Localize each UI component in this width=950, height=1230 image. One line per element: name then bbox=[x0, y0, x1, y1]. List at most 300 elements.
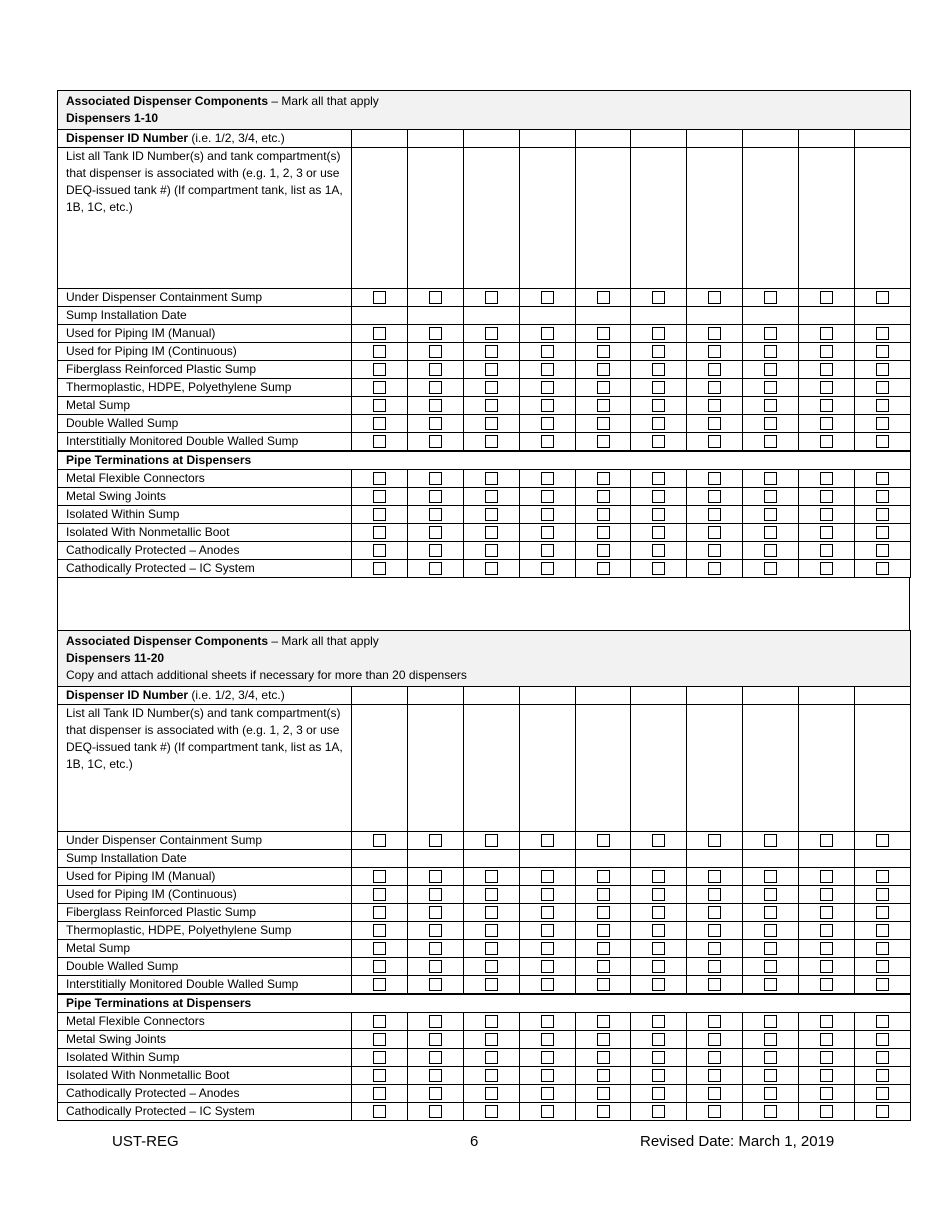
checkbox[interactable] bbox=[708, 399, 721, 412]
dispenser-cell[interactable] bbox=[407, 343, 463, 361]
dispenser-cell[interactable] bbox=[463, 470, 519, 488]
entry-cell[interactable] bbox=[743, 130, 799, 148]
checkbox[interactable] bbox=[541, 472, 554, 485]
dispenser-cell[interactable] bbox=[687, 361, 743, 379]
checkbox[interactable] bbox=[764, 508, 777, 521]
checkbox[interactable] bbox=[652, 1033, 665, 1046]
checkbox[interactable] bbox=[373, 399, 386, 412]
checkbox[interactable] bbox=[485, 291, 498, 304]
dispenser-cell[interactable] bbox=[575, 433, 631, 452]
checkbox[interactable] bbox=[485, 870, 498, 883]
dispenser-cell[interactable] bbox=[855, 1067, 911, 1085]
dispenser-cell[interactable] bbox=[743, 1049, 799, 1067]
dispenser-cell[interactable] bbox=[743, 343, 799, 361]
dispenser-cell[interactable] bbox=[743, 904, 799, 922]
entry-cell[interactable] bbox=[519, 307, 575, 325]
checkbox[interactable] bbox=[541, 1105, 554, 1118]
dispenser-cell[interactable] bbox=[352, 397, 408, 415]
checkbox[interactable] bbox=[541, 888, 554, 901]
dispenser-cell[interactable] bbox=[407, 922, 463, 940]
checkbox[interactable] bbox=[652, 942, 665, 955]
entry-cell[interactable] bbox=[799, 850, 855, 868]
checkbox[interactable] bbox=[820, 1105, 833, 1118]
dispenser-cell[interactable] bbox=[575, 904, 631, 922]
checkbox[interactable] bbox=[764, 435, 777, 448]
checkbox[interactable] bbox=[764, 978, 777, 991]
checkbox[interactable] bbox=[541, 1033, 554, 1046]
checkbox[interactable] bbox=[373, 544, 386, 557]
checkbox[interactable] bbox=[820, 417, 833, 430]
entry-cell[interactable] bbox=[575, 850, 631, 868]
dispenser-cell[interactable] bbox=[575, 1013, 631, 1031]
checkbox[interactable] bbox=[429, 562, 442, 575]
checkbox[interactable] bbox=[485, 345, 498, 358]
checkbox[interactable] bbox=[652, 1051, 665, 1064]
dispenser-cell[interactable] bbox=[855, 904, 911, 922]
entry-cell[interactable] bbox=[743, 705, 799, 832]
checkbox[interactable] bbox=[373, 490, 386, 503]
dispenser-cell[interactable] bbox=[799, 379, 855, 397]
checkbox[interactable] bbox=[373, 1069, 386, 1082]
dispenser-cell[interactable] bbox=[352, 488, 408, 506]
checkbox[interactable] bbox=[876, 291, 889, 304]
checkbox[interactable] bbox=[597, 1069, 610, 1082]
checkbox[interactable] bbox=[708, 345, 721, 358]
dispenser-cell[interactable] bbox=[519, 488, 575, 506]
dispenser-cell[interactable] bbox=[407, 832, 463, 850]
dispenser-cell[interactable] bbox=[352, 343, 408, 361]
checkbox[interactable] bbox=[708, 888, 721, 901]
dispenser-cell[interactable] bbox=[575, 922, 631, 940]
dispenser-cell[interactable] bbox=[519, 1031, 575, 1049]
dispenser-cell[interactable] bbox=[575, 325, 631, 343]
checkbox[interactable] bbox=[429, 399, 442, 412]
dispenser-cell[interactable] bbox=[463, 506, 519, 524]
checkbox[interactable] bbox=[764, 1069, 777, 1082]
dispenser-cell[interactable] bbox=[407, 542, 463, 560]
dispenser-cell[interactable] bbox=[631, 868, 687, 886]
checkbox[interactable] bbox=[764, 888, 777, 901]
checkbox[interactable] bbox=[820, 870, 833, 883]
dispenser-cell[interactable] bbox=[519, 289, 575, 307]
checkbox[interactable] bbox=[541, 526, 554, 539]
checkbox[interactable] bbox=[764, 327, 777, 340]
dispenser-cell[interactable] bbox=[519, 433, 575, 452]
dispenser-cell[interactable] bbox=[687, 958, 743, 976]
checkbox[interactable] bbox=[820, 562, 833, 575]
checkbox[interactable] bbox=[429, 526, 442, 539]
checkbox[interactable] bbox=[373, 870, 386, 883]
dispenser-cell[interactable] bbox=[687, 542, 743, 560]
dispenser-cell[interactable] bbox=[743, 325, 799, 343]
dispenser-cell[interactable] bbox=[352, 1067, 408, 1085]
checkbox[interactable] bbox=[541, 562, 554, 575]
dispenser-cell[interactable] bbox=[631, 379, 687, 397]
dispenser-cell[interactable] bbox=[855, 868, 911, 886]
entry-cell[interactable] bbox=[519, 850, 575, 868]
dispenser-cell[interactable] bbox=[799, 415, 855, 433]
checkbox[interactable] bbox=[876, 1087, 889, 1100]
dispenser-cell[interactable] bbox=[799, 1067, 855, 1085]
checkbox[interactable] bbox=[373, 834, 386, 847]
checkbox[interactable] bbox=[708, 1015, 721, 1028]
dispenser-cell[interactable] bbox=[855, 343, 911, 361]
dispenser-cell[interactable] bbox=[631, 886, 687, 904]
dispenser-cell[interactable] bbox=[799, 542, 855, 560]
dispenser-cell[interactable] bbox=[687, 524, 743, 542]
checkbox[interactable] bbox=[429, 435, 442, 448]
dispenser-cell[interactable] bbox=[407, 868, 463, 886]
checkbox[interactable] bbox=[652, 291, 665, 304]
entry-cell[interactable] bbox=[799, 307, 855, 325]
entry-cell[interactable] bbox=[407, 850, 463, 868]
dispenser-cell[interactable] bbox=[407, 1031, 463, 1049]
dispenser-cell[interactable] bbox=[631, 1049, 687, 1067]
dispenser-cell[interactable] bbox=[575, 289, 631, 307]
dispenser-cell[interactable] bbox=[463, 832, 519, 850]
entry-cell[interactable] bbox=[407, 307, 463, 325]
checkbox[interactable] bbox=[597, 490, 610, 503]
dispenser-cell[interactable] bbox=[743, 958, 799, 976]
checkbox[interactable] bbox=[764, 363, 777, 376]
dispenser-cell[interactable] bbox=[855, 1103, 911, 1121]
dispenser-cell[interactable] bbox=[743, 379, 799, 397]
checkbox[interactable] bbox=[373, 327, 386, 340]
dispenser-cell[interactable] bbox=[687, 560, 743, 578]
checkbox[interactable] bbox=[597, 1105, 610, 1118]
dispenser-cell[interactable] bbox=[855, 361, 911, 379]
checkbox[interactable] bbox=[708, 978, 721, 991]
checkbox[interactable] bbox=[373, 417, 386, 430]
dispenser-cell[interactable] bbox=[352, 379, 408, 397]
checkbox[interactable] bbox=[652, 363, 665, 376]
checkbox[interactable] bbox=[485, 942, 498, 955]
checkbox[interactable] bbox=[708, 417, 721, 430]
checkbox[interactable] bbox=[820, 906, 833, 919]
dispenser-cell[interactable] bbox=[407, 488, 463, 506]
checkbox[interactable] bbox=[876, 472, 889, 485]
entry-cell[interactable] bbox=[631, 705, 687, 832]
dispenser-cell[interactable] bbox=[855, 940, 911, 958]
dispenser-cell[interactable] bbox=[799, 976, 855, 995]
dispenser-cell[interactable] bbox=[463, 976, 519, 995]
dispenser-cell[interactable] bbox=[519, 1013, 575, 1031]
checkbox[interactable] bbox=[597, 472, 610, 485]
entry-cell[interactable] bbox=[407, 148, 463, 289]
dispenser-cell[interactable] bbox=[855, 397, 911, 415]
dispenser-cell[interactable] bbox=[352, 976, 408, 995]
entry-cell[interactable] bbox=[687, 687, 743, 705]
checkbox[interactable] bbox=[876, 508, 889, 521]
checkbox[interactable] bbox=[485, 544, 498, 557]
checkbox[interactable] bbox=[708, 526, 721, 539]
checkbox[interactable] bbox=[373, 345, 386, 358]
dispenser-cell[interactable] bbox=[352, 940, 408, 958]
dispenser-cell[interactable] bbox=[743, 1085, 799, 1103]
checkbox[interactable] bbox=[429, 544, 442, 557]
checkbox[interactable] bbox=[597, 906, 610, 919]
dispenser-cell[interactable] bbox=[575, 868, 631, 886]
dispenser-cell[interactable] bbox=[463, 361, 519, 379]
entry-cell[interactable] bbox=[799, 130, 855, 148]
checkbox[interactable] bbox=[541, 508, 554, 521]
dispenser-cell[interactable] bbox=[855, 325, 911, 343]
dispenser-cell[interactable] bbox=[687, 379, 743, 397]
dispenser-cell[interactable] bbox=[687, 940, 743, 958]
dispenser-cell[interactable] bbox=[855, 470, 911, 488]
dispenser-cell[interactable] bbox=[799, 958, 855, 976]
dispenser-cell[interactable] bbox=[519, 1049, 575, 1067]
checkbox[interactable] bbox=[429, 417, 442, 430]
dispenser-cell[interactable] bbox=[743, 397, 799, 415]
checkbox[interactable] bbox=[764, 562, 777, 575]
entry-cell[interactable] bbox=[352, 307, 408, 325]
checkbox[interactable] bbox=[597, 381, 610, 394]
checkbox[interactable] bbox=[708, 1069, 721, 1082]
entry-cell[interactable] bbox=[743, 850, 799, 868]
dispenser-cell[interactable] bbox=[407, 415, 463, 433]
checkbox[interactable] bbox=[429, 508, 442, 521]
dispenser-cell[interactable] bbox=[407, 958, 463, 976]
checkbox[interactable] bbox=[597, 1087, 610, 1100]
entry-cell[interactable] bbox=[575, 687, 631, 705]
dispenser-cell[interactable] bbox=[407, 1067, 463, 1085]
dispenser-cell[interactable] bbox=[631, 1085, 687, 1103]
dispenser-cell[interactable] bbox=[687, 1049, 743, 1067]
checkbox[interactable] bbox=[876, 417, 889, 430]
checkbox[interactable] bbox=[541, 834, 554, 847]
dispenser-cell[interactable] bbox=[519, 922, 575, 940]
checkbox[interactable] bbox=[541, 381, 554, 394]
dispenser-cell[interactable] bbox=[463, 560, 519, 578]
entry-cell[interactable] bbox=[631, 850, 687, 868]
checkbox[interactable] bbox=[708, 960, 721, 973]
checkbox[interactable] bbox=[820, 834, 833, 847]
checkbox[interactable] bbox=[597, 562, 610, 575]
dispenser-cell[interactable] bbox=[407, 1103, 463, 1121]
dispenser-cell[interactable] bbox=[687, 289, 743, 307]
checkbox[interactable] bbox=[373, 960, 386, 973]
checkbox[interactable] bbox=[373, 978, 386, 991]
checkbox[interactable] bbox=[876, 435, 889, 448]
dispenser-cell[interactable] bbox=[463, 415, 519, 433]
dispenser-cell[interactable] bbox=[519, 1103, 575, 1121]
dispenser-cell[interactable] bbox=[352, 922, 408, 940]
checkbox[interactable] bbox=[652, 345, 665, 358]
entry-cell[interactable] bbox=[407, 130, 463, 148]
dispenser-cell[interactable] bbox=[463, 1049, 519, 1067]
checkbox[interactable] bbox=[652, 834, 665, 847]
checkbox[interactable] bbox=[373, 888, 386, 901]
checkbox[interactable] bbox=[429, 906, 442, 919]
checkbox[interactable] bbox=[597, 508, 610, 521]
dispenser-cell[interactable] bbox=[855, 560, 911, 578]
dispenser-cell[interactable] bbox=[352, 415, 408, 433]
dispenser-cell[interactable] bbox=[631, 976, 687, 995]
entry-cell[interactable] bbox=[687, 148, 743, 289]
checkbox[interactable] bbox=[541, 363, 554, 376]
checkbox[interactable] bbox=[708, 834, 721, 847]
checkbox[interactable] bbox=[764, 490, 777, 503]
dispenser-cell[interactable] bbox=[407, 506, 463, 524]
dispenser-cell[interactable] bbox=[743, 488, 799, 506]
checkbox[interactable] bbox=[764, 906, 777, 919]
dispenser-cell[interactable] bbox=[519, 1067, 575, 1085]
checkbox[interactable] bbox=[429, 1105, 442, 1118]
checkbox[interactable] bbox=[820, 942, 833, 955]
dispenser-cell[interactable] bbox=[799, 488, 855, 506]
checkbox[interactable] bbox=[429, 1033, 442, 1046]
dispenser-cell[interactable] bbox=[575, 488, 631, 506]
dispenser-cell[interactable] bbox=[407, 289, 463, 307]
checkbox[interactable] bbox=[876, 1015, 889, 1028]
dispenser-cell[interactable] bbox=[631, 922, 687, 940]
dispenser-cell[interactable] bbox=[743, 542, 799, 560]
dispenser-cell[interactable] bbox=[352, 868, 408, 886]
dispenser-cell[interactable] bbox=[519, 542, 575, 560]
checkbox[interactable] bbox=[652, 960, 665, 973]
checkbox[interactable] bbox=[541, 435, 554, 448]
checkbox[interactable] bbox=[597, 1033, 610, 1046]
entry-cell[interactable] bbox=[575, 705, 631, 832]
dispenser-cell[interactable] bbox=[631, 940, 687, 958]
dispenser-cell[interactable] bbox=[687, 1013, 743, 1031]
checkbox[interactable] bbox=[597, 544, 610, 557]
checkbox[interactable] bbox=[541, 291, 554, 304]
dispenser-cell[interactable] bbox=[519, 415, 575, 433]
checkbox[interactable] bbox=[429, 888, 442, 901]
checkbox[interactable] bbox=[876, 1051, 889, 1064]
checkbox[interactable] bbox=[429, 960, 442, 973]
checkbox[interactable] bbox=[485, 1069, 498, 1082]
checkbox[interactable] bbox=[485, 1033, 498, 1046]
dispenser-cell[interactable] bbox=[407, 524, 463, 542]
dispenser-cell[interactable] bbox=[631, 542, 687, 560]
dispenser-cell[interactable] bbox=[855, 506, 911, 524]
dispenser-cell[interactable] bbox=[519, 470, 575, 488]
checkbox[interactable] bbox=[541, 906, 554, 919]
dispenser-cell[interactable] bbox=[799, 361, 855, 379]
checkbox[interactable] bbox=[820, 526, 833, 539]
dispenser-cell[interactable] bbox=[519, 524, 575, 542]
checkbox[interactable] bbox=[764, 526, 777, 539]
checkbox[interactable] bbox=[820, 472, 833, 485]
checkbox[interactable] bbox=[373, 1051, 386, 1064]
dispenser-cell[interactable] bbox=[407, 940, 463, 958]
dispenser-cell[interactable] bbox=[855, 886, 911, 904]
checkbox[interactable] bbox=[429, 834, 442, 847]
dispenser-cell[interactable] bbox=[519, 397, 575, 415]
entry-cell[interactable] bbox=[463, 850, 519, 868]
dispenser-cell[interactable] bbox=[407, 560, 463, 578]
dispenser-cell[interactable] bbox=[743, 886, 799, 904]
dispenser-cell[interactable] bbox=[407, 325, 463, 343]
checkbox[interactable] bbox=[541, 1015, 554, 1028]
dispenser-cell[interactable] bbox=[519, 325, 575, 343]
dispenser-cell[interactable] bbox=[799, 832, 855, 850]
checkbox[interactable] bbox=[820, 508, 833, 521]
dispenser-cell[interactable] bbox=[799, 397, 855, 415]
dispenser-cell[interactable] bbox=[463, 343, 519, 361]
checkbox[interactable] bbox=[373, 526, 386, 539]
entry-cell[interactable] bbox=[855, 850, 911, 868]
checkbox[interactable] bbox=[429, 327, 442, 340]
checkbox[interactable] bbox=[373, 381, 386, 394]
dispenser-cell[interactable] bbox=[631, 1103, 687, 1121]
dispenser-cell[interactable] bbox=[352, 886, 408, 904]
dispenser-cell[interactable] bbox=[519, 1085, 575, 1103]
checkbox[interactable] bbox=[597, 960, 610, 973]
dispenser-cell[interactable] bbox=[855, 1031, 911, 1049]
dispenser-cell[interactable] bbox=[407, 1049, 463, 1067]
checkbox[interactable] bbox=[820, 960, 833, 973]
checkbox[interactable] bbox=[764, 417, 777, 430]
dispenser-cell[interactable] bbox=[687, 868, 743, 886]
checkbox[interactable] bbox=[876, 544, 889, 557]
dispenser-cell[interactable] bbox=[855, 1049, 911, 1067]
checkbox[interactable] bbox=[429, 345, 442, 358]
checkbox[interactable] bbox=[485, 562, 498, 575]
dispenser-cell[interactable] bbox=[519, 343, 575, 361]
dispenser-cell[interactable] bbox=[463, 488, 519, 506]
dispenser-cell[interactable] bbox=[575, 1085, 631, 1103]
dispenser-cell[interactable] bbox=[575, 940, 631, 958]
dispenser-cell[interactable] bbox=[463, 325, 519, 343]
dispenser-cell[interactable] bbox=[352, 958, 408, 976]
dispenser-cell[interactable] bbox=[575, 1067, 631, 1085]
checkbox[interactable] bbox=[485, 381, 498, 394]
checkbox[interactable] bbox=[652, 417, 665, 430]
entry-cell[interactable] bbox=[575, 307, 631, 325]
entry-cell[interactable] bbox=[352, 705, 408, 832]
checkbox[interactable] bbox=[541, 960, 554, 973]
dispenser-cell[interactable] bbox=[352, 560, 408, 578]
checkbox[interactable] bbox=[429, 291, 442, 304]
checkbox[interactable] bbox=[597, 1015, 610, 1028]
checkbox[interactable] bbox=[373, 1033, 386, 1046]
entry-cell[interactable] bbox=[631, 148, 687, 289]
entry-cell[interactable] bbox=[352, 130, 408, 148]
checkbox[interactable] bbox=[652, 526, 665, 539]
checkbox[interactable] bbox=[876, 490, 889, 503]
checkbox[interactable] bbox=[708, 435, 721, 448]
checkbox[interactable] bbox=[820, 1033, 833, 1046]
checkbox[interactable] bbox=[373, 472, 386, 485]
dispenser-cell[interactable] bbox=[463, 1085, 519, 1103]
checkbox[interactable] bbox=[485, 924, 498, 937]
dispenser-cell[interactable] bbox=[855, 433, 911, 452]
checkbox[interactable] bbox=[820, 345, 833, 358]
dispenser-cell[interactable] bbox=[687, 470, 743, 488]
checkbox[interactable] bbox=[373, 1105, 386, 1118]
dispenser-cell[interactable] bbox=[687, 922, 743, 940]
checkbox[interactable] bbox=[597, 435, 610, 448]
dispenser-cell[interactable] bbox=[743, 433, 799, 452]
dispenser-cell[interactable] bbox=[743, 940, 799, 958]
dispenser-cell[interactable] bbox=[631, 506, 687, 524]
dispenser-cell[interactable] bbox=[407, 886, 463, 904]
dispenser-cell[interactable] bbox=[352, 433, 408, 452]
dispenser-cell[interactable] bbox=[799, 325, 855, 343]
dispenser-cell[interactable] bbox=[463, 886, 519, 904]
entry-cell[interactable] bbox=[743, 687, 799, 705]
checkbox[interactable] bbox=[373, 1015, 386, 1028]
checkbox[interactable] bbox=[708, 508, 721, 521]
checkbox[interactable] bbox=[876, 960, 889, 973]
dispenser-cell[interactable] bbox=[407, 379, 463, 397]
checkbox[interactable] bbox=[485, 834, 498, 847]
checkbox[interactable] bbox=[485, 906, 498, 919]
